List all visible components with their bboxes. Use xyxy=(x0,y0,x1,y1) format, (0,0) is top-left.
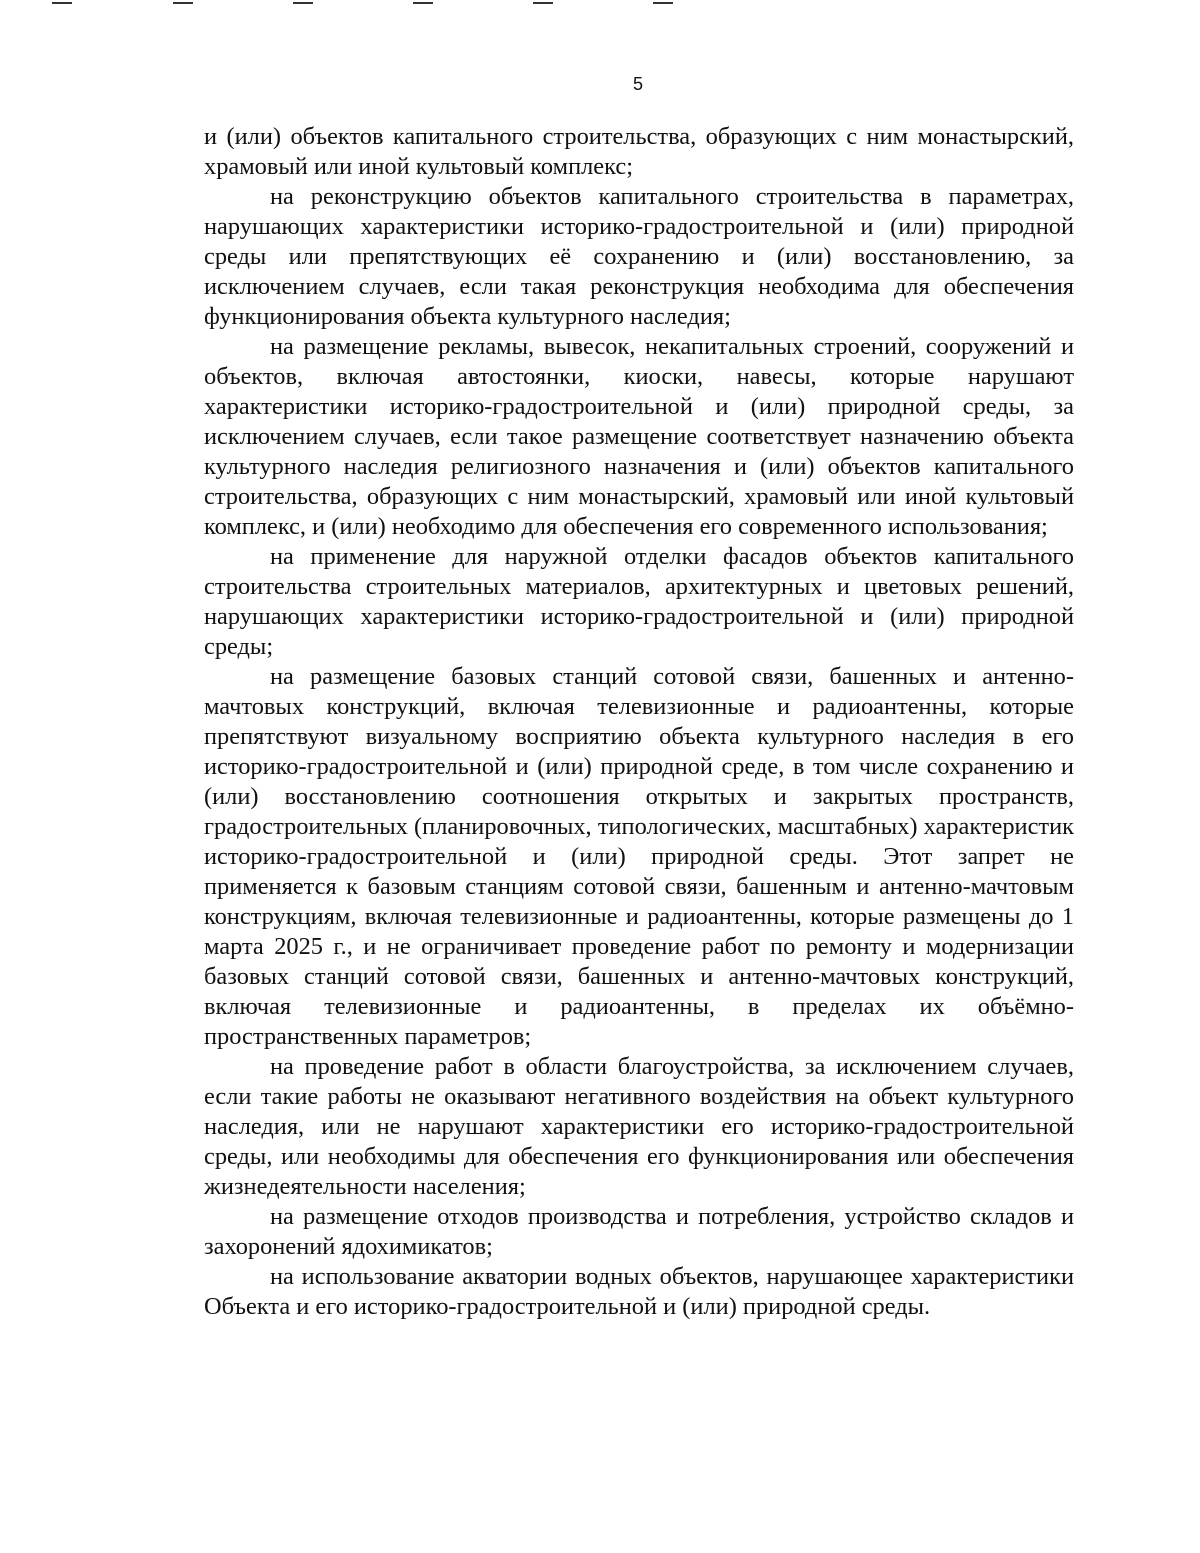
paragraph-base-stations: на размещение базовых станций сотовой связи, башенных и антенно-мачтовых конструкций, включая телевизионные и радиоантенны, которые препятствуют визуальному восприятию объекта культурного наследия в его историко-градостроительной и (или) природной среде, в том числе сохранению и (или) восстановлению соотношения открытых и закрытых пространств, градостроительных (планировочных, типологических, масштабных) характеристик историко-градостроительной и (или) природной среды. Этот запрет не применяется к базовым станциям сотовой связи, башенным и антенно-мачтовым конструкциям, включая телевизионные и радиоантенны, которые размещены до 1 марта 2025 г., и не ограничивает проведение работ по ремонту и модернизации базовых станций сотовой связи, башенных и антенно-мачтовых конструкций, включая телевизионные и радиоантенны, в пределах их объёмно-пространственных параметров; xyxy=(204,663,1074,1050)
paragraph-advertising: на размещение рекламы, вывесок, некапитальных строений, сооружений и объектов, включая автостоянки, киоски, навесы, которые нарушают характеристики историко-градостроительной и (или) природной среды, за исключением случаев, если такое размещение соответствует назначению объекта культурного наследия религиозного назначения и (или) объектов капитального строительства, образующих с ним монастырский, храмовый или иной культовый комплекс, и (или) необходимо для обеспечения его современного использования; xyxy=(204,333,1074,540)
page-number: 5 xyxy=(632,74,643,94)
scan-edge-marks xyxy=(0,0,1200,6)
paragraph-continuation: и (или) объектов капитального строительства, образующих с ним монастырский, храмовый или иной культовый комплекс; xyxy=(204,123,1074,180)
paragraph-reconstruction: на реконструкцию объектов капитального строительства в параметрах, нарушающих характеристики историко-градостроительной и (или) природной среды или препятствующих её сохранению и (или) восстановлению, за исключением случаев, если такая реконструкция необходима для обеспечения функционирования объекта культурного наследия; xyxy=(204,183,1074,330)
paragraph-landscaping: на проведение работ в области благоустройства, за исключением случаев, если такие работы не оказывают негативного воздействия на объект культурного наследия, или не нарушают характеристики его историко-градостроительной среды, или необходимы для обеспечения его функционирования или обеспечения жизнедеятельности населения; xyxy=(204,1053,1074,1200)
paragraph-water-area: на использование акватории водных объектов, нарушающее характеристики Объекта и его историко-градостроительной и (или) природной среды. xyxy=(204,1263,1074,1320)
document-body xyxy=(204,122,1074,1322)
paragraph-facade-finishing: на применение для наружной отделки фасадов объектов капитального строительства строительных материалов, архитектурных и цветовых решений, нарушающих характеристики историко-градостроительной и (или) природной среды; xyxy=(204,543,1074,660)
paragraph-waste: на размещение отходов производства и потребления, устройство складов и захоронений ядохимикатов; xyxy=(204,1203,1074,1260)
